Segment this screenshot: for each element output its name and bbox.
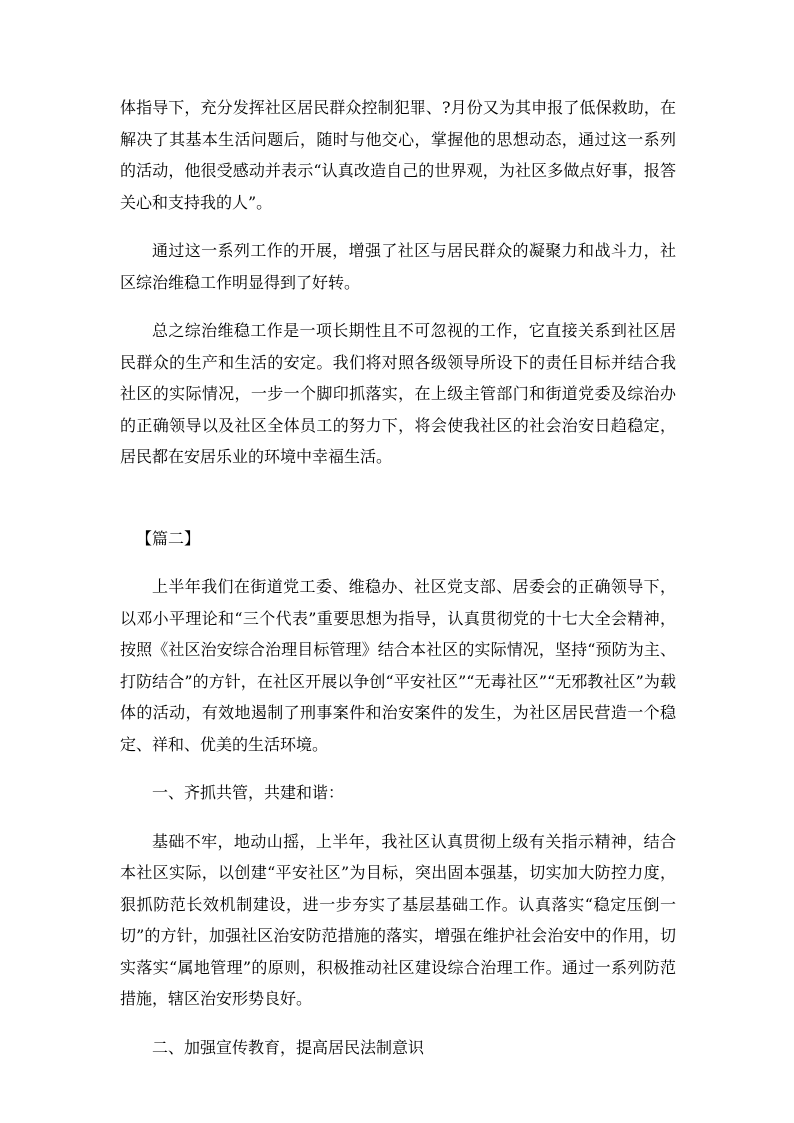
paragraph-continuation: 体指导下，充分发挥社区居民群众控制犯罪、?月份又为其申报了低保救助，在解决了其基本生活问题后，随时与他交心，掌握他的思想动态，通过这一系列的活动，他很受感动并表示“认真改造自己的世界观，为社区多做点好事，报答关心和支持我的人”。: [120, 98, 676, 212]
subheading-two: 二、加强宣传教育，提高居民法制意识: [152, 1037, 425, 1057]
subheading-one: 一、齐抓共管，共建和谐：: [152, 783, 345, 802]
section-heading-part-two: 【篇二】: [136, 528, 201, 548]
document-body: [120, 92, 676, 1063]
paragraph-foundation-work: 基础不牢，地动山摇，上半年，我社区认真贯彻上级有关指示精神，结合本社区实际，以创建“平安社区”为目标，突出固本强基，切实加大防控力度，狠抓防范长效机制建设，进一步夯实了基层基础工作。认真落实“稳定压倒一切”的方针，加强社区治安防范措施的落实，增强在维护社会治安中的作用，切实落实“属地管理”的原则，积极推动社区建设综合治理工作。通过一系列防范措施，辖区治安形势良好。: [120, 831, 676, 1008]
paragraph-part-two-intro: 上半年我们在街道党工委、维稳办、社区党支部、居委会的正确领导下，以邓小平理论和“三个代表”重要思想为指导，认真贯彻党的十七大全会精神，按照《社区治安综合治理目标管理》结合本社区的实际情况，坚持“预防为主、打防结合”的方针，在社区开展以争创“平安社区”“无毒社区”“无邪教社区”为载体的活动，有效地遏制了刑事案件和治安案件的发生，为社区居民营造一个稳定、祥和、优美的生活环境。: [120, 577, 676, 754]
paragraph-summary: 总之综治维稳工作是一项长期性且不可忽视的工作，它直接关系到社区居民群众的生产和生活的安定。我们将对照各级领导所设下的责任目标并结合我社区的实际情况，一步一个脚印抓落实，在上级主管部门和街道党委及综治办的正确领导以及社区全体员工的努力下，将会使我社区的社会治安日趋稳定，居民都在安居乐业的环境中幸福生活。: [120, 321, 676, 466]
paragraph-work-results: 通过这一系列工作的开展，增强了社区与居民群众的凝聚力和战斗力，社区综治维稳工作明显得到了好转。: [120, 241, 676, 292]
